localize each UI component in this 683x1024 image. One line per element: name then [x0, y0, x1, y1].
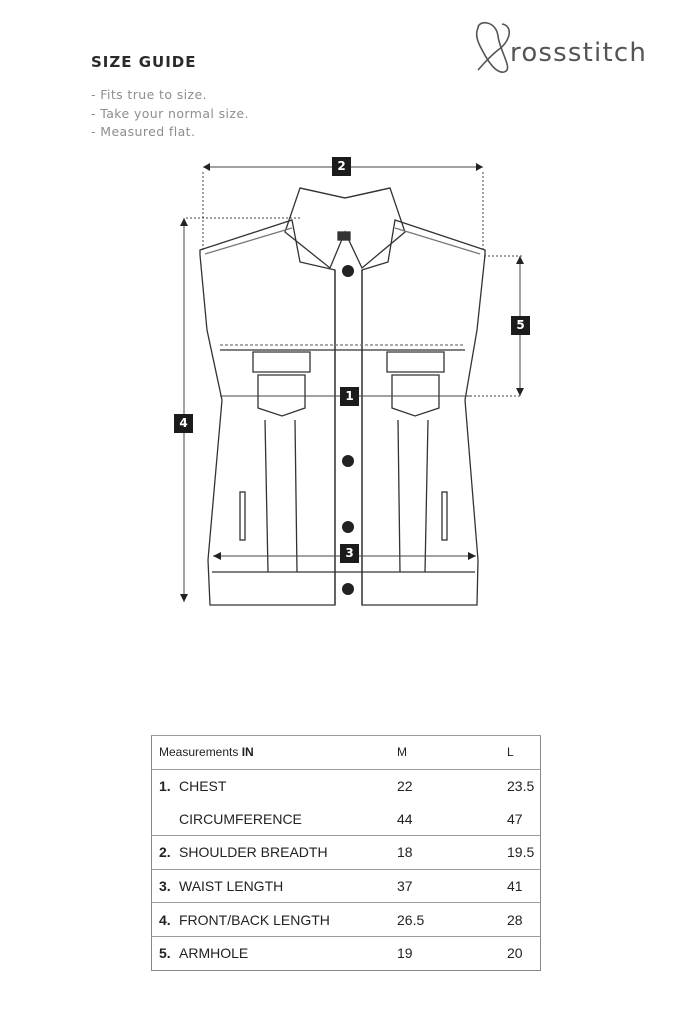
table-header [152, 736, 541, 770]
table-row: CIRCUMFERENCE 44 47 [179, 810, 523, 827]
marker-chest: 1 [340, 387, 359, 406]
size-table [151, 735, 541, 971]
header-m: M [387, 736, 497, 770]
note-fit: - Fits true to size. [91, 87, 207, 102]
note-measured: - Measured flat. [91, 124, 196, 139]
table-row: 5. ARMHOLE 19 20 [152, 937, 541, 971]
header-l: L [497, 736, 541, 770]
marker-shoulder: 2 [332, 157, 351, 176]
note-size: - Take your normal size. [91, 105, 249, 121]
marker-length: 4 [174, 414, 193, 433]
table-row: 2. SHOULDER BREADTH 18 19.5 [152, 836, 541, 870]
marker-armhole: 5 [511, 316, 530, 335]
table-row: 3. WAIST LENGTH 37 41 [152, 869, 541, 903]
table-row: 1. CHEST 22 23.5 [152, 769, 541, 802]
table-row: 4. FRONT/BACK LENGTH 26.5 28 [152, 903, 541, 937]
header-measurements: Measurements IN [152, 736, 388, 770]
page-title: SIZE GUIDE [91, 53, 197, 71]
brand-name: rossstitch [510, 38, 648, 68]
vest-collar [285, 188, 405, 268]
marker-waist: 3 [340, 544, 359, 563]
